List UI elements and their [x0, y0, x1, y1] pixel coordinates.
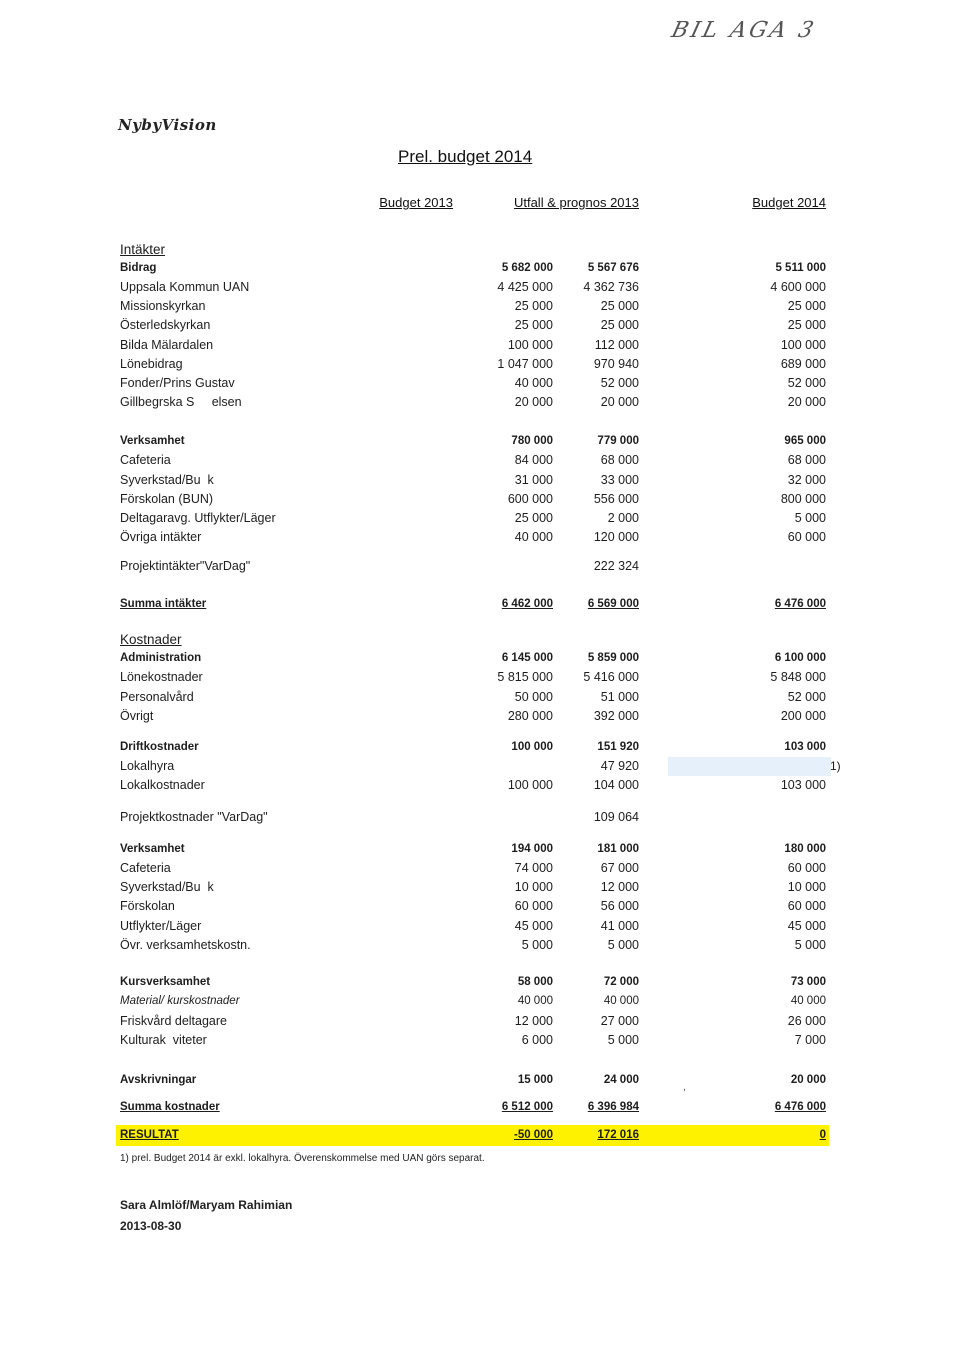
row-value-utfall-2013: 12 000 — [600, 880, 639, 894]
table-row — [120, 451, 826, 470]
row-label: Lokalhyra — [120, 759, 175, 773]
row-value-budget-2014: 200 000 — [780, 709, 826, 723]
table-row — [120, 630, 826, 649]
table-row — [120, 1012, 826, 1031]
row-label: Kursverksamhet — [120, 976, 211, 988]
table-row — [120, 936, 826, 955]
row-value-utfall-2013: 5 567 676 — [587, 262, 639, 274]
row-value-budget-2013: 60 000 — [514, 899, 553, 913]
row-label: RESULTAT — [120, 1129, 179, 1141]
row-value-utfall-2013: 56 000 — [600, 899, 639, 913]
row-value-utfall-2013: 24 000 — [603, 1074, 639, 1086]
row-value-utfall-2013: 5 000 — [607, 938, 639, 952]
table-row — [120, 316, 826, 335]
nybyvision-logo: NybyVision — [118, 116, 217, 134]
column-header-budget-2013: Budget 2013 — [379, 195, 453, 210]
row-value-utfall-2013: 5 000 — [607, 1033, 639, 1047]
table-row — [120, 297, 826, 316]
row-value-budget-2014: 103 000 — [780, 778, 826, 792]
table-row — [120, 688, 826, 707]
row-label: Summa kostnader — [120, 1101, 220, 1113]
table-row — [120, 840, 826, 859]
row-value-budget-2013: 1 047 000 — [497, 357, 553, 371]
row-label: Lönekostnader — [120, 670, 203, 684]
row-label: Friskvård deltagare — [120, 1014, 227, 1028]
page-title: Prel. budget 2014 — [398, 147, 533, 166]
row-value-budget-2014: 5 000 — [794, 511, 826, 525]
row-value-budget-2014: 52 000 — [787, 376, 826, 390]
row-value-budget-2013: 194 000 — [511, 843, 553, 855]
row-value-budget-2013: 74 000 — [514, 861, 553, 875]
row-label: Bilda Mälardalen — [120, 338, 214, 352]
row-value-budget-2014: 20 000 — [787, 395, 826, 409]
row-value-budget-2013: 4 425 000 — [497, 280, 553, 294]
table-row — [120, 278, 826, 297]
row-label: Uppsala Kommun UAN — [120, 280, 250, 294]
row-value-budget-2013: 58 000 — [517, 976, 553, 988]
table-row — [120, 374, 826, 393]
row-value-budget-2013: 25 000 — [514, 511, 553, 525]
row-value-utfall-2013: 104 000 — [593, 778, 639, 792]
footnote: 1) prel. Budget 2014 är exkl. lokalhyra. Överenskommelse med UAN görs separat. — [120, 1153, 485, 1164]
row-label: Syverkstad/Bu k — [120, 880, 214, 894]
row-value-budget-2013: 40 000 — [514, 530, 553, 544]
row-label: Driftkostnader — [120, 741, 199, 753]
table-row — [120, 509, 826, 528]
row-label: Lokalkostnader — [120, 778, 205, 792]
row-value-budget-2014: 7 000 — [794, 1033, 826, 1047]
row-value-budget-2013: 5 682 000 — [501, 262, 553, 274]
row-label: Österledskyrkan — [120, 318, 211, 332]
row-value-budget-2014: 103 000 — [784, 741, 826, 753]
row-value-utfall-2013: 5 416 000 — [583, 670, 639, 684]
table-row — [120, 393, 826, 412]
row-value-budget-2014: 100 000 — [780, 338, 826, 352]
table-row — [120, 707, 826, 726]
row-value-budget-2014: 10 000 — [787, 880, 826, 894]
row-value-budget-2013: 25 000 — [514, 299, 553, 313]
row-value-utfall-2013: 6 569 000 — [587, 598, 639, 610]
row-value-budget-2013: 40 000 — [517, 995, 553, 1007]
row-label: Verksamhet — [120, 435, 185, 447]
row-value-budget-2014: 73 000 — [790, 976, 826, 988]
column-header-budget-2014: Budget 2014 — [752, 195, 826, 210]
table-row — [120, 649, 826, 668]
row-label: Förskolan — [120, 899, 175, 913]
table-row — [120, 528, 826, 547]
row-label: Bidrag — [120, 262, 157, 274]
row-value-budget-2014: 25 000 — [787, 318, 826, 332]
row-value-utfall-2013: 181 000 — [597, 843, 639, 855]
row-label: Summa intäkter — [120, 598, 207, 610]
row-label: Material/ kurskostnader — [120, 995, 240, 1007]
table-row — [120, 897, 826, 916]
table-row — [120, 595, 826, 614]
row-label: Övriga intäkter — [120, 530, 202, 544]
row-value-utfall-2013: 2 000 — [607, 511, 639, 525]
table-row — [120, 1126, 826, 1145]
row-value-utfall-2013: 222 324 — [593, 559, 639, 573]
row-value-budget-2014: 60 000 — [787, 530, 826, 544]
row-label: Kulturak viteter — [120, 1033, 207, 1047]
row-label: Förskolan (BUN) — [120, 492, 214, 506]
row-value-budget-2014: 52 000 — [787, 690, 826, 704]
row-value-budget-2013: 84 000 — [514, 453, 553, 467]
row-label: Personalvård — [120, 690, 194, 704]
handwritten-annotation: BIL AGA 3 — [668, 18, 819, 43]
signature-names: Sara Almlöf/Maryam Rahimian — [120, 1198, 293, 1212]
row-value-utfall-2013: 779 000 — [597, 435, 639, 447]
row-value-budget-2014: 4 600 000 — [770, 280, 826, 294]
signature-date: 2013-08-30 — [120, 1219, 182, 1233]
table-row — [120, 808, 826, 827]
row-label: Intäkter — [120, 242, 166, 257]
row-value-budget-2014: 6 100 000 — [774, 652, 826, 664]
row-value-budget-2014: 25 000 — [787, 299, 826, 313]
row-label: Gillbegrska S elsen — [120, 395, 242, 409]
row-label: Utflykter/Läger — [120, 919, 202, 933]
row-value-utfall-2013: 556 000 — [593, 492, 639, 506]
row-value-utfall-2013: 5 859 000 — [587, 652, 639, 664]
table-row — [120, 973, 826, 992]
row-label: Cafeteria — [120, 453, 171, 467]
row-value-budget-2013: 10 000 — [514, 880, 553, 894]
row-value-utfall-2013: 109 064 — [593, 810, 639, 824]
column-header-utfall-prognos-2013: Utfall & prognos 2013 — [513, 195, 639, 210]
row-value-budget-2013: 6 462 000 — [501, 598, 553, 610]
row-value-utfall-2013: 970 940 — [593, 357, 639, 371]
row-value-utfall-2013: 120 000 — [593, 530, 639, 544]
row-value-budget-2014: 26 000 — [787, 1014, 826, 1028]
row-value-budget-2013: 780 000 — [511, 435, 553, 447]
table-row — [120, 776, 826, 795]
row-value-utfall-2013: 47 920 — [600, 759, 639, 773]
row-value-budget-2013: 40 000 — [514, 376, 553, 390]
row-label: Syverkstad/Bu k — [120, 473, 214, 487]
row-value-budget-2013: 280 000 — [507, 709, 553, 723]
row-value-budget-2013: 25 000 — [514, 318, 553, 332]
row-value-budget-2013: 6 512 000 — [501, 1101, 553, 1113]
row-value-budget-2013: 12 000 — [514, 1014, 553, 1028]
row-label: Administration — [120, 652, 202, 664]
row-value-budget-2013: 100 000 — [507, 778, 553, 792]
row-label: Missionskyrkan — [120, 299, 206, 313]
row-label: Övr. verksamhetskostn. — [120, 938, 251, 952]
row-value-budget-2014: 800 000 — [780, 492, 826, 506]
row-value-budget-2013: 6 145 000 — [501, 652, 553, 664]
row-label: Projektkostnader "VarDag" — [120, 810, 268, 824]
row-value-utfall-2013: 20 000 — [600, 395, 639, 409]
row-value-budget-2013: 600 000 — [507, 492, 553, 506]
row-value-utfall-2013: 40 000 — [603, 995, 639, 1007]
row-value-budget-2014: 180 000 — [784, 843, 826, 855]
row-value-utfall-2013: 25 000 — [600, 318, 639, 332]
row-value-budget-2013: 45 000 — [514, 919, 553, 933]
row-value-utfall-2013: 68 000 — [600, 453, 639, 467]
table-row — [120, 738, 826, 757]
row-value-budget-2014: 5 848 000 — [770, 670, 826, 684]
table-row — [120, 336, 826, 355]
row-label: Cafeteria — [120, 861, 171, 875]
row-value-budget-2014: 20 000 — [790, 1074, 826, 1086]
table-row — [120, 668, 826, 687]
row-value-budget-2014: 5 511 000 — [775, 262, 826, 274]
row-value-utfall-2013: 67 000 — [600, 861, 639, 875]
table-row — [120, 859, 826, 878]
row-label: Projektintäkter"VarDag" — [120, 559, 251, 573]
row-value-budget-2013: 6 000 — [521, 1033, 553, 1047]
lokalhyra-footnote-marker: 1) — [830, 759, 841, 773]
row-value-utfall-2013: 4 362 736 — [583, 280, 639, 294]
row-label: Kostnader — [120, 632, 182, 647]
row-value-utfall-2013: 392 000 — [593, 709, 639, 723]
row-label: Lönebidrag — [120, 357, 183, 371]
row-value-budget-2014: 32 000 — [787, 473, 826, 487]
row-value-budget-2013: 31 000 — [514, 473, 553, 487]
row-value-budget-2014: 60 000 — [787, 899, 826, 913]
table-row — [120, 471, 826, 490]
row-value-utfall-2013: 72 000 — [603, 976, 639, 988]
row-value-budget-2013: 15 000 — [517, 1074, 553, 1086]
table-row — [120, 1098, 826, 1117]
row-value-budget-2014: 689 000 — [780, 357, 826, 371]
row-value-budget-2013: 5 000 — [521, 938, 553, 952]
table-row — [120, 878, 826, 897]
table-row — [120, 757, 826, 776]
row-label: Övrigt — [120, 709, 154, 723]
row-value-budget-2014: 6 476 000 — [774, 598, 826, 610]
pen-mark: , — [683, 1082, 686, 1093]
row-value-budget-2014: 68 000 — [787, 453, 826, 467]
row-value-budget-2014: 60 000 — [787, 861, 826, 875]
row-value-budget-2013: 50 000 — [514, 690, 553, 704]
row-value-utfall-2013: 33 000 — [600, 473, 639, 487]
row-value-budget-2014: 5 000 — [794, 938, 826, 952]
row-value-utfall-2013: 25 000 — [600, 299, 639, 313]
row-label: Avskrivningar — [120, 1074, 197, 1086]
row-value-utfall-2013: 172 016 — [597, 1129, 639, 1141]
table-row — [120, 1071, 826, 1090]
row-value-budget-2014: 40 000 — [790, 995, 826, 1007]
row-label: Verksamhet — [120, 843, 185, 855]
row-value-budget-2013: 100 000 — [511, 741, 553, 753]
row-value-utfall-2013: 112 000 — [594, 338, 639, 352]
row-value-budget-2013: -50 000 — [513, 1129, 553, 1141]
row-value-budget-2014: 0 — [819, 1129, 826, 1141]
table-row — [120, 490, 826, 509]
table-row — [120, 259, 826, 278]
row-value-utfall-2013: 151 920 — [597, 741, 639, 753]
table-row — [120, 1031, 826, 1050]
row-value-budget-2013: 20 000 — [514, 395, 553, 409]
row-label: Deltagaravg. Utflykter/Läger — [120, 511, 276, 525]
row-label: Fonder/Prins Gustav — [120, 376, 235, 390]
row-value-budget-2014: 965 000 — [784, 435, 826, 447]
row-value-budget-2013: 5 815 000 — [497, 670, 553, 684]
row-value-budget-2013: 100 000 — [507, 338, 553, 352]
row-value-utfall-2013: 27 000 — [600, 1014, 639, 1028]
row-value-utfall-2013: 41 000 — [600, 919, 639, 933]
row-value-utfall-2013: 52 000 — [600, 376, 639, 390]
row-value-budget-2014: 45 000 — [787, 919, 826, 933]
table-row — [120, 557, 826, 576]
row-value-utfall-2013: 6 396 984 — [587, 1101, 639, 1113]
row-value-utfall-2013: 51 000 — [600, 690, 639, 704]
table-row — [120, 240, 826, 259]
table-row — [120, 992, 826, 1011]
table-row — [120, 917, 826, 936]
row-value-budget-2014: 6 476 000 — [774, 1101, 826, 1113]
table-row — [120, 432, 826, 451]
table-row — [120, 355, 826, 374]
